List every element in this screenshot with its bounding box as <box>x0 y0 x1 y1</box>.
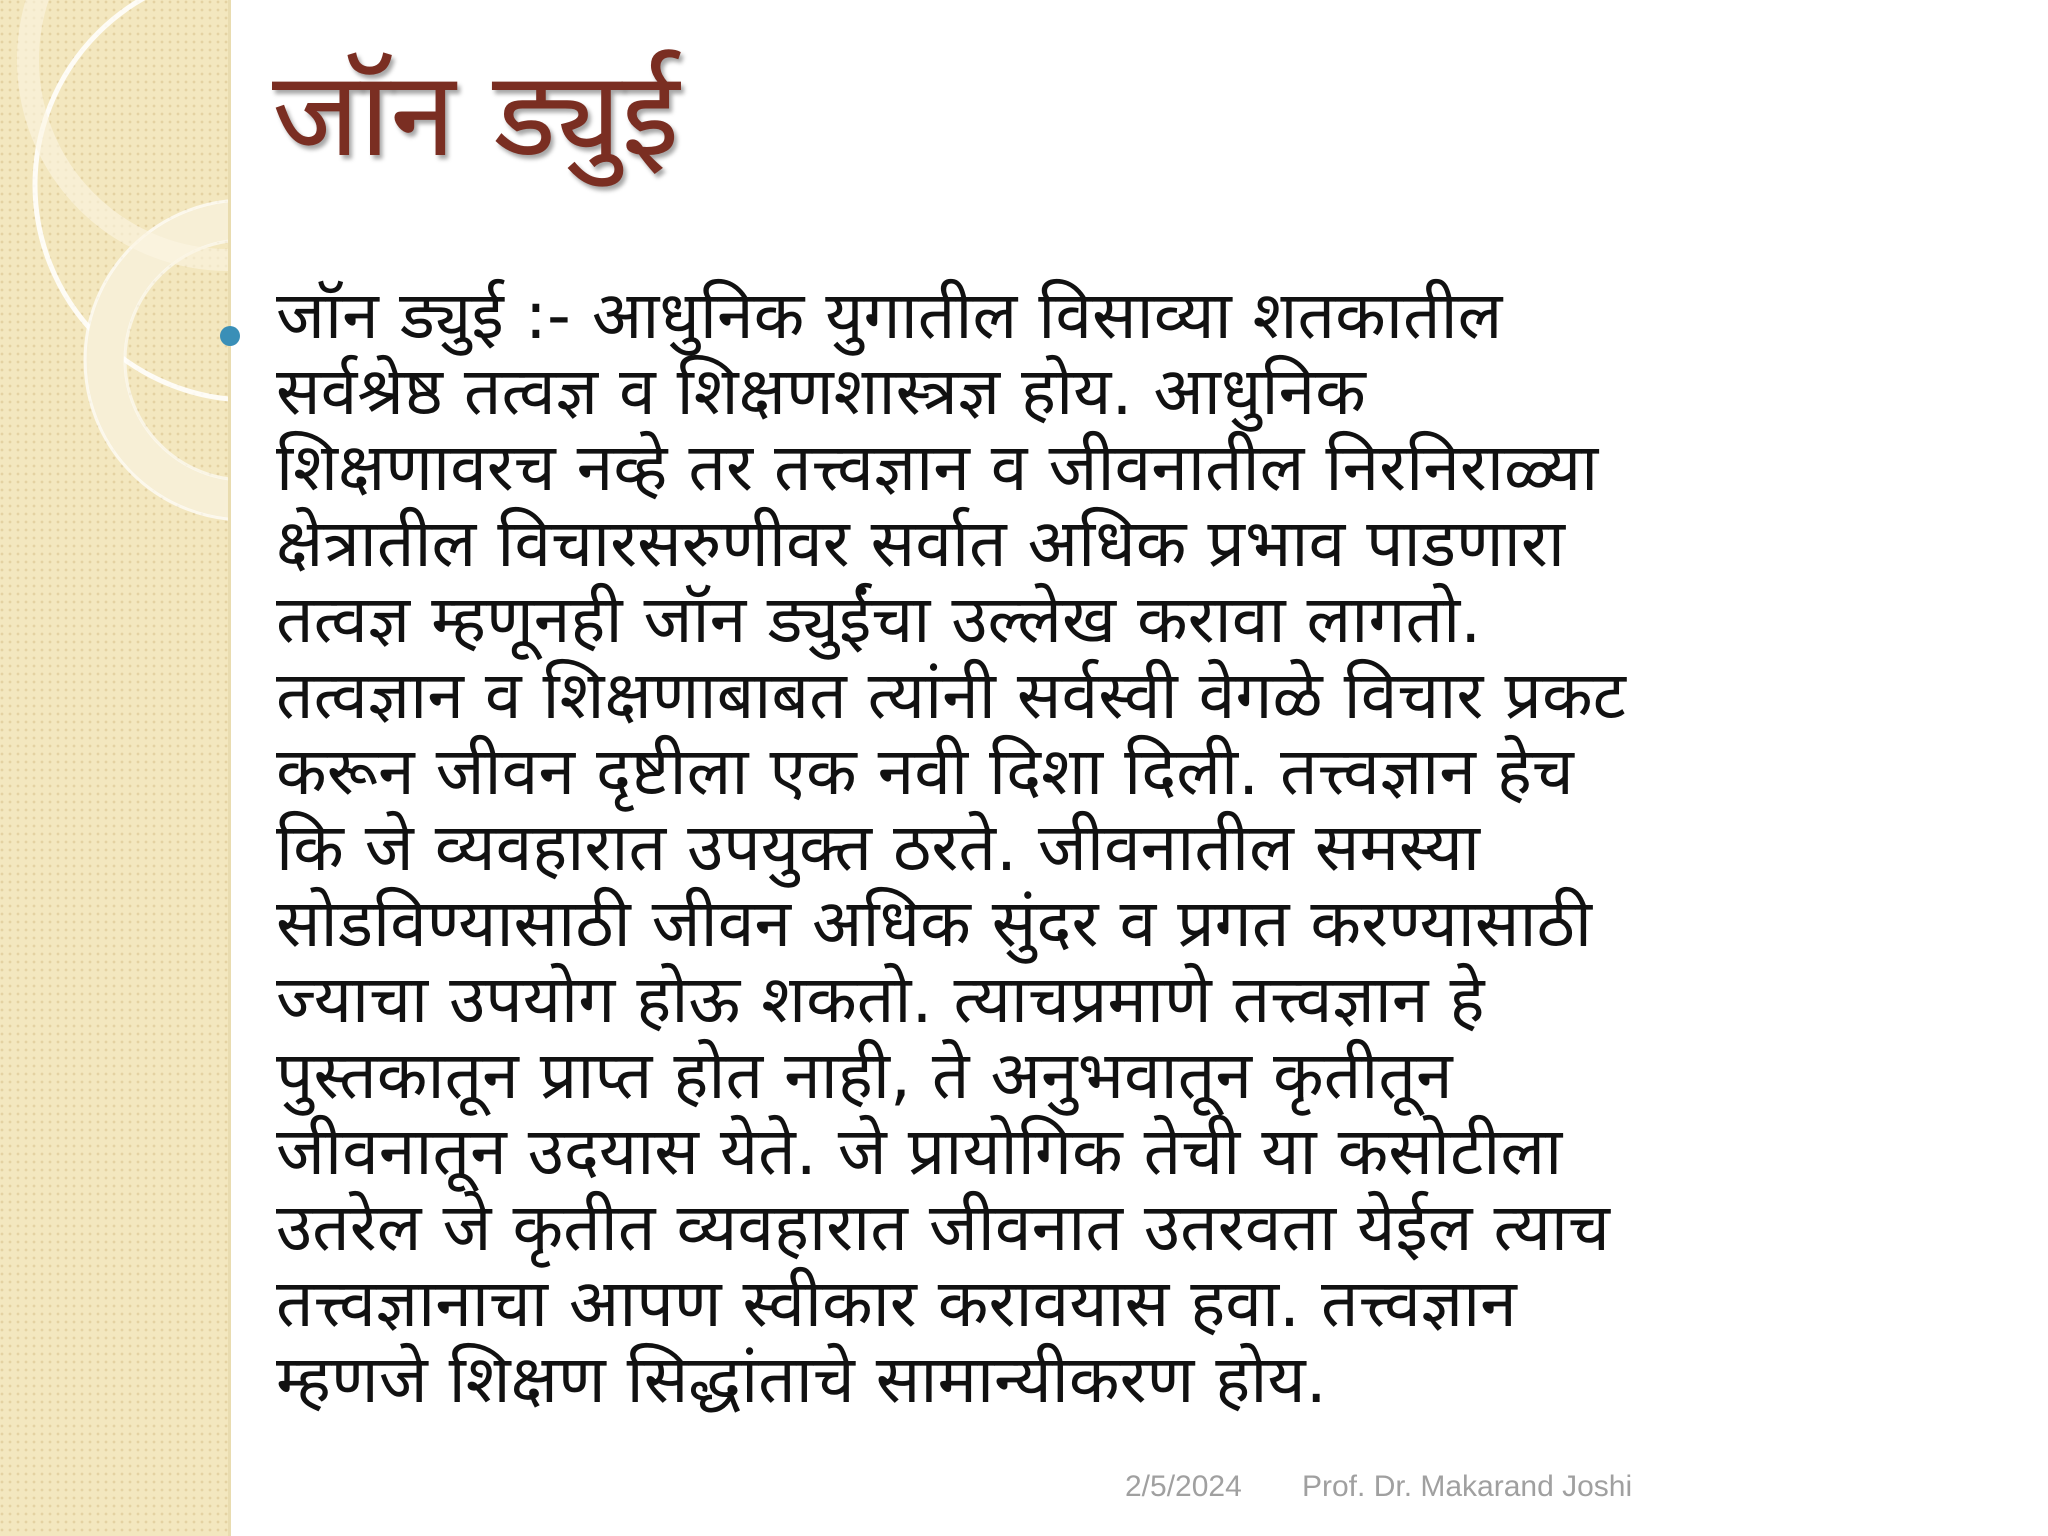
decorative-side-strip <box>0 0 231 1536</box>
footer-date: 2/5/2024 <box>1125 1470 1242 1503</box>
slide-title: जॉन ड्युई <box>272 45 680 183</box>
bullet-text: जॉन ड्युई :- आधुनिक युगातील विसाव्या शतकातील सर्वश्रेष्ठ तत्वज्ञ व शिक्षणशास्त्रज्ञ होय. आधुनिक शिक्षणावरच नव्हे तर तत्त्वज्ञान व जीवनातील निरनिराळ्या क्षेत्रातील विचारसरुणीवर सर्वात अधिक प्रभाव पाडणारा तत्वज्ञ म्हणूनही जॉन ड्युईंचा उल्लेख करावा लागतो. तत्वज्ञान व शिक्षणाबाबत त्यांनी सर्वस्वी वेगळे विचार प्रकट करून जीवन दृष्टीला एक नवी दिशा दिली. तत्त्वज्ञान हेच कि जे व्यवहारात उपयुक्त ठरते. जीवनातील समस्या सोडविण्यासाठी जीवन अधिक सुंदर व प्रगत करण्यासाठी ज्याचा उपयोग होऊ शकतो. त्याचप्रमाणे तत्त्वज्ञान हे पुस्तकातून प्राप्त होत नाही, ते अनुभवातून कृतीतून जीवनातून उदयास येते. जे प्रायोगिक तेची या कसोटीला उतरेल जे कृतीत व्यवहारात जीवनात उतरवता येईल त्याच तत्त्वज्ञानाचा आपण स्वीकार करावयास हवा. तत्त्वज्ञान म्हणजे शिक्षण सिद्धांताचे सामान्यीकरण होय. <box>276 277 1626 1418</box>
bullet-icon <box>220 326 240 346</box>
decorative-rings-graphic <box>0 0 228 1536</box>
footer-author: Prof. Dr. Makarand Joshi <box>1302 1470 1633 1503</box>
